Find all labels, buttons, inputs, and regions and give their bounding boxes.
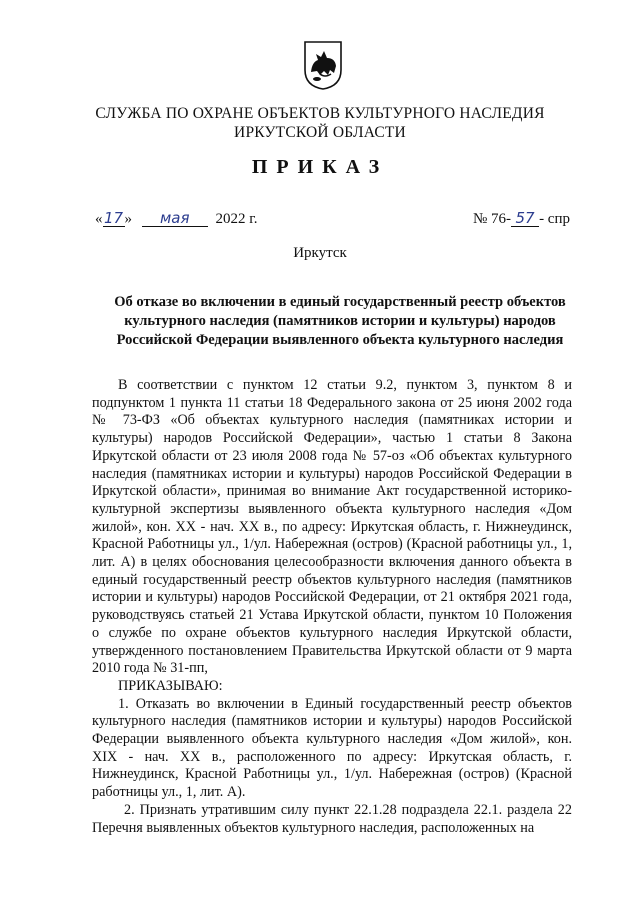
agency-line-1: СЛУЖБА ПО ОХРАНЕ ОБЪЕКТОВ КУЛЬТУРНОГО НАСЛЕДИЯ	[95, 105, 545, 122]
order-number-suffix: - спр	[539, 211, 570, 227]
order-number	[473, 210, 570, 228]
date-month-handwritten: мая	[142, 210, 208, 227]
subject-line-1: Об отказе во включении в единый государственный реестр объектов	[114, 294, 566, 310]
irkutsk-coat-of-arms-icon	[303, 40, 343, 90]
preamble-paragraph: В соответствии с пунктом 12 статьи 9.2, пунктом 3, пунктом 8 и подпунктом 1 пункта 11 статьи 18 Федерального закона от 25 июня 2002 года № 73-ФЗ «Об объектах культурного наследия (памятниках истории и культуры) народов Российской Федерации», частью 1 статьи 8 Закона Иркутской области от 23 июля 2008 года № 57-оз «Об объектах культурного наследия (памятниках истории и культуры) народов Российской Федерации в Иркутской области», принимая во внимание Акт государственной историко-культурной экспертизы выявленного объекта культурного наследия «Дом жилой», кон. XX - нач. XX в., по адресу: Иркутская область, г. Нижнеудинск, Красной Работницы ул., 1/ул. Набережная (остров) (Красной работницы ул., 1, лит. А) в целях обоснования целесообразности включения данного объекта в единый государственный реестр объектов культурного наследия (памятников истории и культуры) народов Российской Федерации, от 21 октября 2021 года, руководствуясь статьей 21 Устава Иркутской области, пунктом 10 Положения о службе по охране объектов культурного наследия Иркутской области, утвержденного постановлением Правительства Иркутской области от 9 марта 2010 года № 31-пп,	[92, 377, 572, 677]
city: Иркутск	[293, 245, 347, 261]
order-number-handwritten: 57	[511, 210, 539, 227]
subject-line-3: Российской Федерации выявленного объекта культурного наследия	[116, 332, 564, 348]
date-close-quote: »	[124, 211, 132, 227]
order-subject	[100, 293, 580, 350]
order-keyword: ПРИКАЗЫВАЮ:	[118, 677, 223, 694]
date-day-handwritten: 17	[103, 209, 124, 227]
date-open-quote: «	[95, 211, 103, 227]
document-title: ПРИКАЗ	[251, 156, 389, 178]
order-number-prefix: № 76-	[473, 211, 512, 227]
order-item-2: 2. Признать утратившим силу пункт 22.1.28 подраздела 22.1. раздела 22 Перечня выявленных объектов культурного наследия, расположенных на	[92, 801, 572, 836]
order-date	[95, 210, 257, 228]
subject-line-2: культурного наследия (памятников истории и культуры) народов	[124, 313, 556, 329]
agency-name	[60, 104, 580, 142]
agency-line-2: ИРКУТСКОЙ ОБЛАСТИ	[234, 124, 406, 141]
order-body	[92, 377, 572, 837]
date-year: 2022 г.	[215, 211, 258, 227]
order-item-1: 1. Отказать во включении в Единый государственный реестр объектов культурного наследия (памятников истории и культуры) народов Российской Федерации выявленного объекта культурного наследия «Дом жилой», кон. XIX - нач. XX в., расположенного по адресу: Иркутская область, г. Нижнеудинск, Красной Работницы ул., 1/ул. Набережная (остров) (Красной работницы ул., 1, лит. А).	[92, 695, 572, 801]
